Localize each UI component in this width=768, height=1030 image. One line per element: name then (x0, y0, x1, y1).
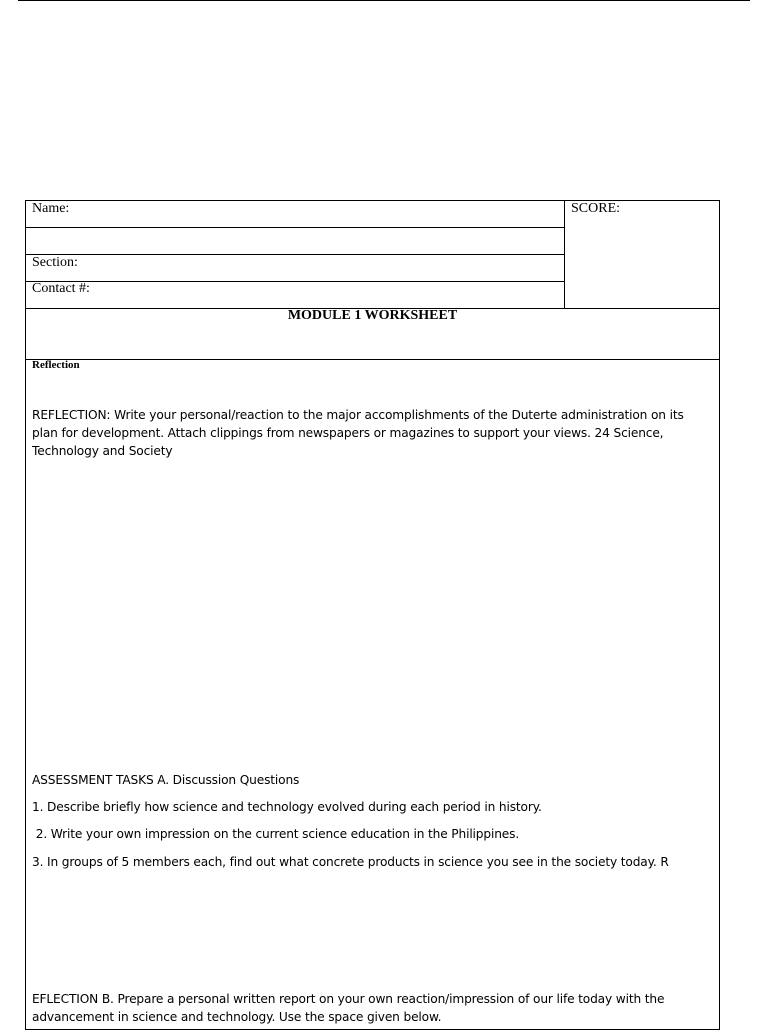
name-label: Name: (32, 201, 70, 216)
contact-label: Contact #: (32, 281, 90, 296)
name-field[interactable] (26, 201, 564, 227)
title-bottom-rule (26, 359, 719, 360)
section-label: Section: (32, 255, 78, 270)
top-rule (18, 0, 750, 1)
score-label: SCORE: (571, 201, 621, 216)
section-field[interactable] (26, 255, 564, 281)
question-1: 1. Describe briefly how science and technology evolved during each period in history. (32, 800, 542, 814)
blank-field[interactable] (26, 228, 564, 254)
score-box[interactable] (565, 201, 719, 308)
reflection-heading: Reflection (32, 359, 80, 371)
reflection-prompt: REFLECTION: Write your personal/reaction to the major accomplishments of the Duterte administration on its plan for development. Attach clippings from newspapers or magazines to support your views. 24 Science, Technology and Society (32, 408, 684, 458)
contact-field[interactable] (26, 281, 564, 307)
question-3: 3. In groups of 5 members each, find out what concrete products in science you see in the society today. R (32, 855, 669, 869)
worksheet-form (25, 200, 720, 1030)
worksheet-title: MODULE 1 WORKSHEET (287, 308, 458, 323)
assessment-heading: ASSESSMENT TASKS A. Discussion Questions (32, 773, 300, 787)
question-2: 2. Write your own impression on the current science education in the Philippines. (32, 827, 520, 841)
reflection-b-prompt: EFLECTION B. Prepare a personal written report on your own reaction/impression of our life today with the advancement in science and technology. Use the space given below. (32, 992, 665, 1024)
